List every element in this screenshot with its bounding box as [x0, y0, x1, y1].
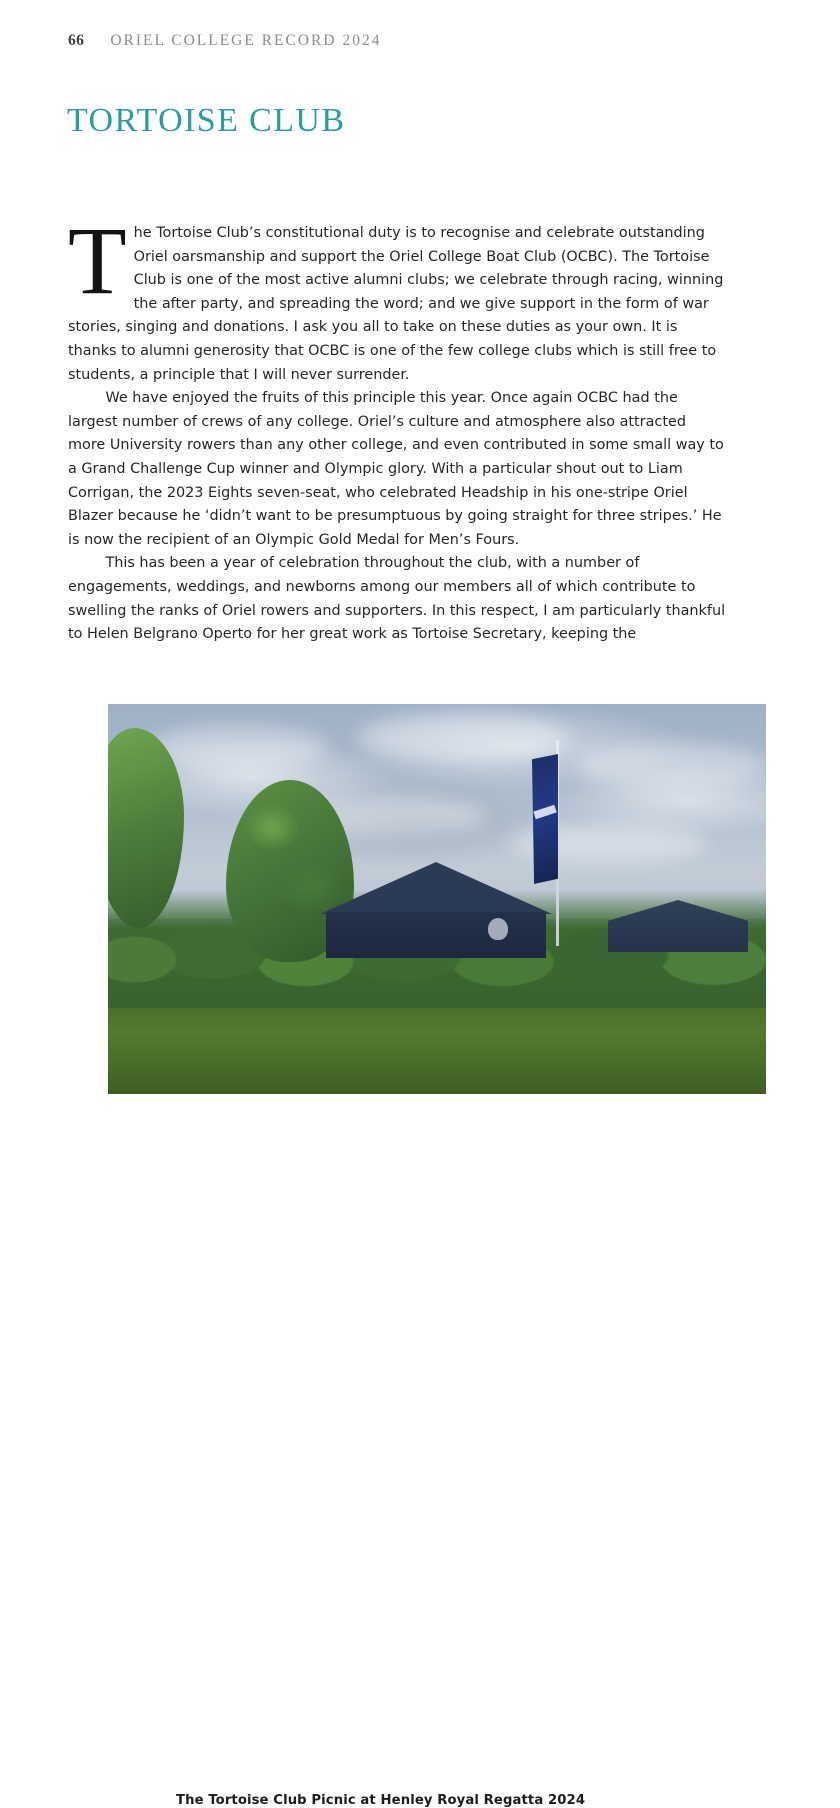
- running-header-title: ORIEL COLLEGE RECORD 2024: [110, 32, 382, 49]
- cloud: [578, 744, 766, 790]
- paragraph-1-text: he Tortoise Club’s constitutional duty is to recognise and celebrate outstanding Oriel oarsmanship and support the Oriel College Boat Club (OCBC). The Tortoise Club is one of the most active alumni clubs; we celebrate through racing, winning the after party, and spreading the word; and we give support in the form of war stories, singing and donations. I ask you all to take on these duties as your own. It is thanks to alumni generosity that OCBC is one of the few college clubs which is still free to students, a principle that I will never surrender.: [68, 225, 724, 383]
- paragraph-2: We have enjoyed the fruits of this principle this year. Once again OCBC had the largest number of crews of any college. Oriel’s culture and atmosphere also attracted more University rowers than any other college, and even contributed in some small way to a Grand Challenge Cup winner and Olympic glory. With a particular shout out to Liam Corrigan, the 2023 Eights seven-seat, who celebrated Headship in his one-stripe Oriel Blazer because he ‘didn’t want to be presumptuous by going straight for three stripes.’ He is now the recipient of an Olympic Gold Medal for Men’s Fours.: [68, 390, 724, 548]
- cloud: [148, 726, 328, 770]
- cloud: [358, 712, 568, 762]
- figure: [108, 704, 766, 1808]
- page-title: TORTOISE CLUB: [67, 101, 346, 139]
- paragraph-1: [68, 207, 726, 387]
- crowd-group: [108, 860, 766, 1080]
- page-number: 66: [68, 32, 85, 49]
- article-body: [68, 207, 726, 647]
- figure-caption: The Tortoise Club Picnic at Henley Royal Regatta 2024: [176, 1793, 586, 1808]
- photograph: [108, 704, 766, 1094]
- running-header: [68, 32, 381, 50]
- paragraph-3: This has been a year of celebration throughout the club, with a number of engagements, weddings, and newborns among our members all of which contribute to swelling the ranks of Oriel rowers and supporters. In this respect, I am particularly thankful to Helen Belgrano Operto for her great work as Tortoise Secretary, keeping the: [68, 555, 726, 643]
- drop-cap: T: [68, 207, 127, 314]
